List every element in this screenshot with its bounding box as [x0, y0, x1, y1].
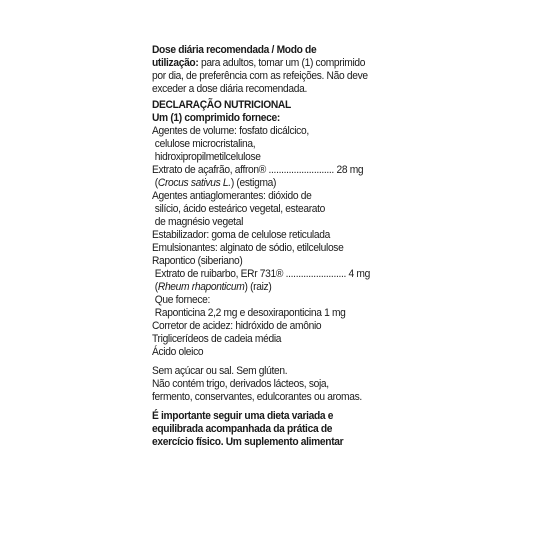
triglycerides: Triglicerídeos de cadeia média	[152, 333, 282, 345]
declaration-title: DECLARAÇÃO NUTRICIONAL	[152, 99, 291, 111]
nutrition-declaration	[152, 99, 385, 359]
dose-heading: Dose diária recomendada / Modo de	[152, 44, 317, 56]
dose-line-3: por dia, de preferência com as refeições. Não deve	[152, 70, 368, 82]
rhapontic: Rapontico (siberiano)	[152, 255, 243, 267]
stabilizer: Estabilizador: goma de celulose reticulada	[152, 229, 330, 241]
saffron-latin-name: Crocus sativus L.	[157, 177, 231, 189]
warning-1: É importante seguir uma dieta variada e	[152, 410, 334, 422]
dose-line-2	[152, 57, 385, 70]
warning-2: equilibrada acompanhada da prática de	[152, 423, 333, 435]
volume-agents-3: hidroxipropilmetilcelulose	[154, 151, 261, 163]
oleic-acid: Ácido oleico	[152, 346, 204, 358]
rhubarb-latin-name: Rheum rhaponticum	[157, 281, 245, 293]
anticaking-agents-3: de magnésio vegetal	[154, 216, 244, 228]
rhubarb-extract: Extrato de ruibarbo, ERr 731® ........................ 4 mg	[154, 268, 370, 280]
warning-section	[152, 410, 385, 449]
anticaking-agents-2: silício, ácido esteárico vegetal, estearato	[154, 203, 326, 215]
declaration-subtitle: Um (1) comprimido fornece:	[152, 112, 280, 124]
dose-line-4: exceder a dose diária recomendada.	[152, 83, 308, 95]
warning-3: exercício físico. Um suplemento alimentar	[152, 436, 344, 448]
provides-label: Que fornece:	[154, 294, 211, 306]
saffron-extract: Extrato de açafrão, affron® .......................... 28 mg	[152, 164, 364, 176]
rhaponticin-amount: Raponticina 2,2 mg e desoxiraponticina 1 mg	[154, 307, 346, 319]
volume-agents-2: celulose microcristalina,	[154, 138, 256, 150]
rhubarb-source: (Rheum rhaponticum) (raiz)	[154, 281, 272, 293]
free-from-section	[152, 365, 385, 404]
dose-section	[152, 44, 385, 96]
saffron-source: (Crocus sativus L.) (estigma)	[154, 177, 277, 189]
emulsifiers: Emulsionantes: alginato de sódio, etilcelulose	[152, 242, 344, 254]
acidity-regulator: Corretor de acidez: hidróxido de amônio	[152, 320, 322, 332]
supplement-label-text	[152, 44, 385, 449]
dose-instruction: para adultos, tomar um (1) comprimido	[198, 57, 366, 69]
free-from-1: Sem açúcar ou sal. Sem glúten.	[152, 365, 288, 377]
volume-agents-1: Agentes de volume: fosfato dicálcico,	[152, 125, 309, 137]
anticaking-agents-1: Agentes antiaglomerantes: dióxido de	[152, 190, 312, 202]
free-from-2: Não contém trigo, derivados lácteos, soja,	[152, 378, 329, 390]
dose-heading-bold: utilização:	[152, 57, 199, 69]
free-from-3: fermento, conservantes, edulcorantes ou aromas.	[152, 391, 362, 403]
